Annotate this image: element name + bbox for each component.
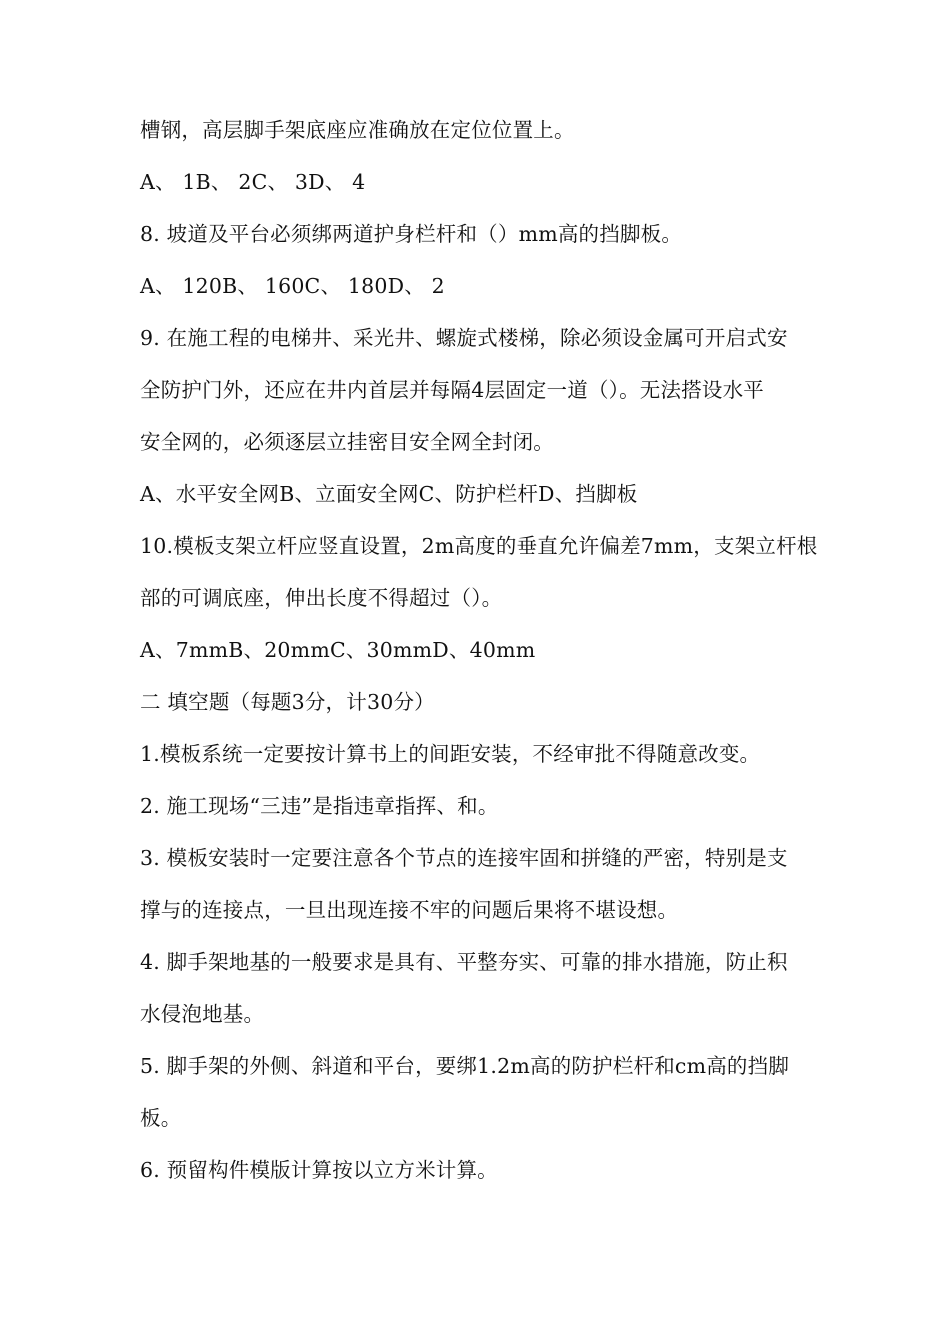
- question-line: 3. 模板安装时一定要注意各个节点的连接牢固和拼缝的严密，特别是支: [140, 846, 788, 870]
- text-line: 部的可调底座，伸出长度不得超过（）。: [140, 586, 503, 610]
- question-line: 4. 脚手架地基的一般要求是具有、平整夯实、可靠的排水措施，防止积: [140, 950, 788, 974]
- question-line: 6. 预留构件模版计算按以立方米计算。: [140, 1158, 498, 1182]
- document-page: [140, 118, 820, 1183]
- section-heading: 二 填空题（每题3分，计30分）: [140, 690, 435, 714]
- answer-options-line: A、 1B、 2C、 3D、 4: [140, 170, 366, 194]
- question-line: 10.模板支架立杆应竖直设置，2m高度的垂直允许偏差7mm，支架立杆根: [140, 534, 818, 558]
- question-line: 5. 脚手架的外侧、斜道和平台，要绑1.2m高的防护栏杆和cm高的挡脚: [140, 1054, 790, 1078]
- answer-options-line: A、7mmB、20mmC、30mmD、40mm: [140, 638, 536, 662]
- text-line: 撑与的连接点，一旦出现连接不牢的问题后果将不堪设想。: [140, 898, 679, 922]
- text-line: 板。: [140, 1106, 182, 1130]
- text-line: 安全网的，必须逐层立挂密目安全网全封闭。: [140, 430, 554, 454]
- question-line: 1.模板系统一定要按计算书上的间距安装，不经审批不得随意改变。: [140, 742, 761, 766]
- question-line: 2. 施工现场“三违”是指违章指挥、和。: [140, 794, 499, 818]
- text-line: 槽钢，高层脚手架底座应准确放在定位位置上。: [140, 118, 575, 142]
- question-line: 8. 坡道及平台必须绑两道护身栏杆和（）mm高的挡脚板。: [140, 222, 683, 246]
- answer-options-line: A、 120B、 160C、 180D、 2: [140, 274, 445, 298]
- answer-options-line: A、水平安全网B、立面安全网C、防护栏杆D、挡脚板: [140, 482, 638, 506]
- text-line: 全防护门外，还应在井内首层并每隔4层固定一道（）。无法搭设水平: [140, 378, 764, 402]
- text-line: 水侵泡地基。: [140, 1002, 265, 1026]
- question-line: 9. 在施工程的电梯井、采光井、螺旋式楼梯，除必须设金属可开启式安: [140, 326, 788, 350]
